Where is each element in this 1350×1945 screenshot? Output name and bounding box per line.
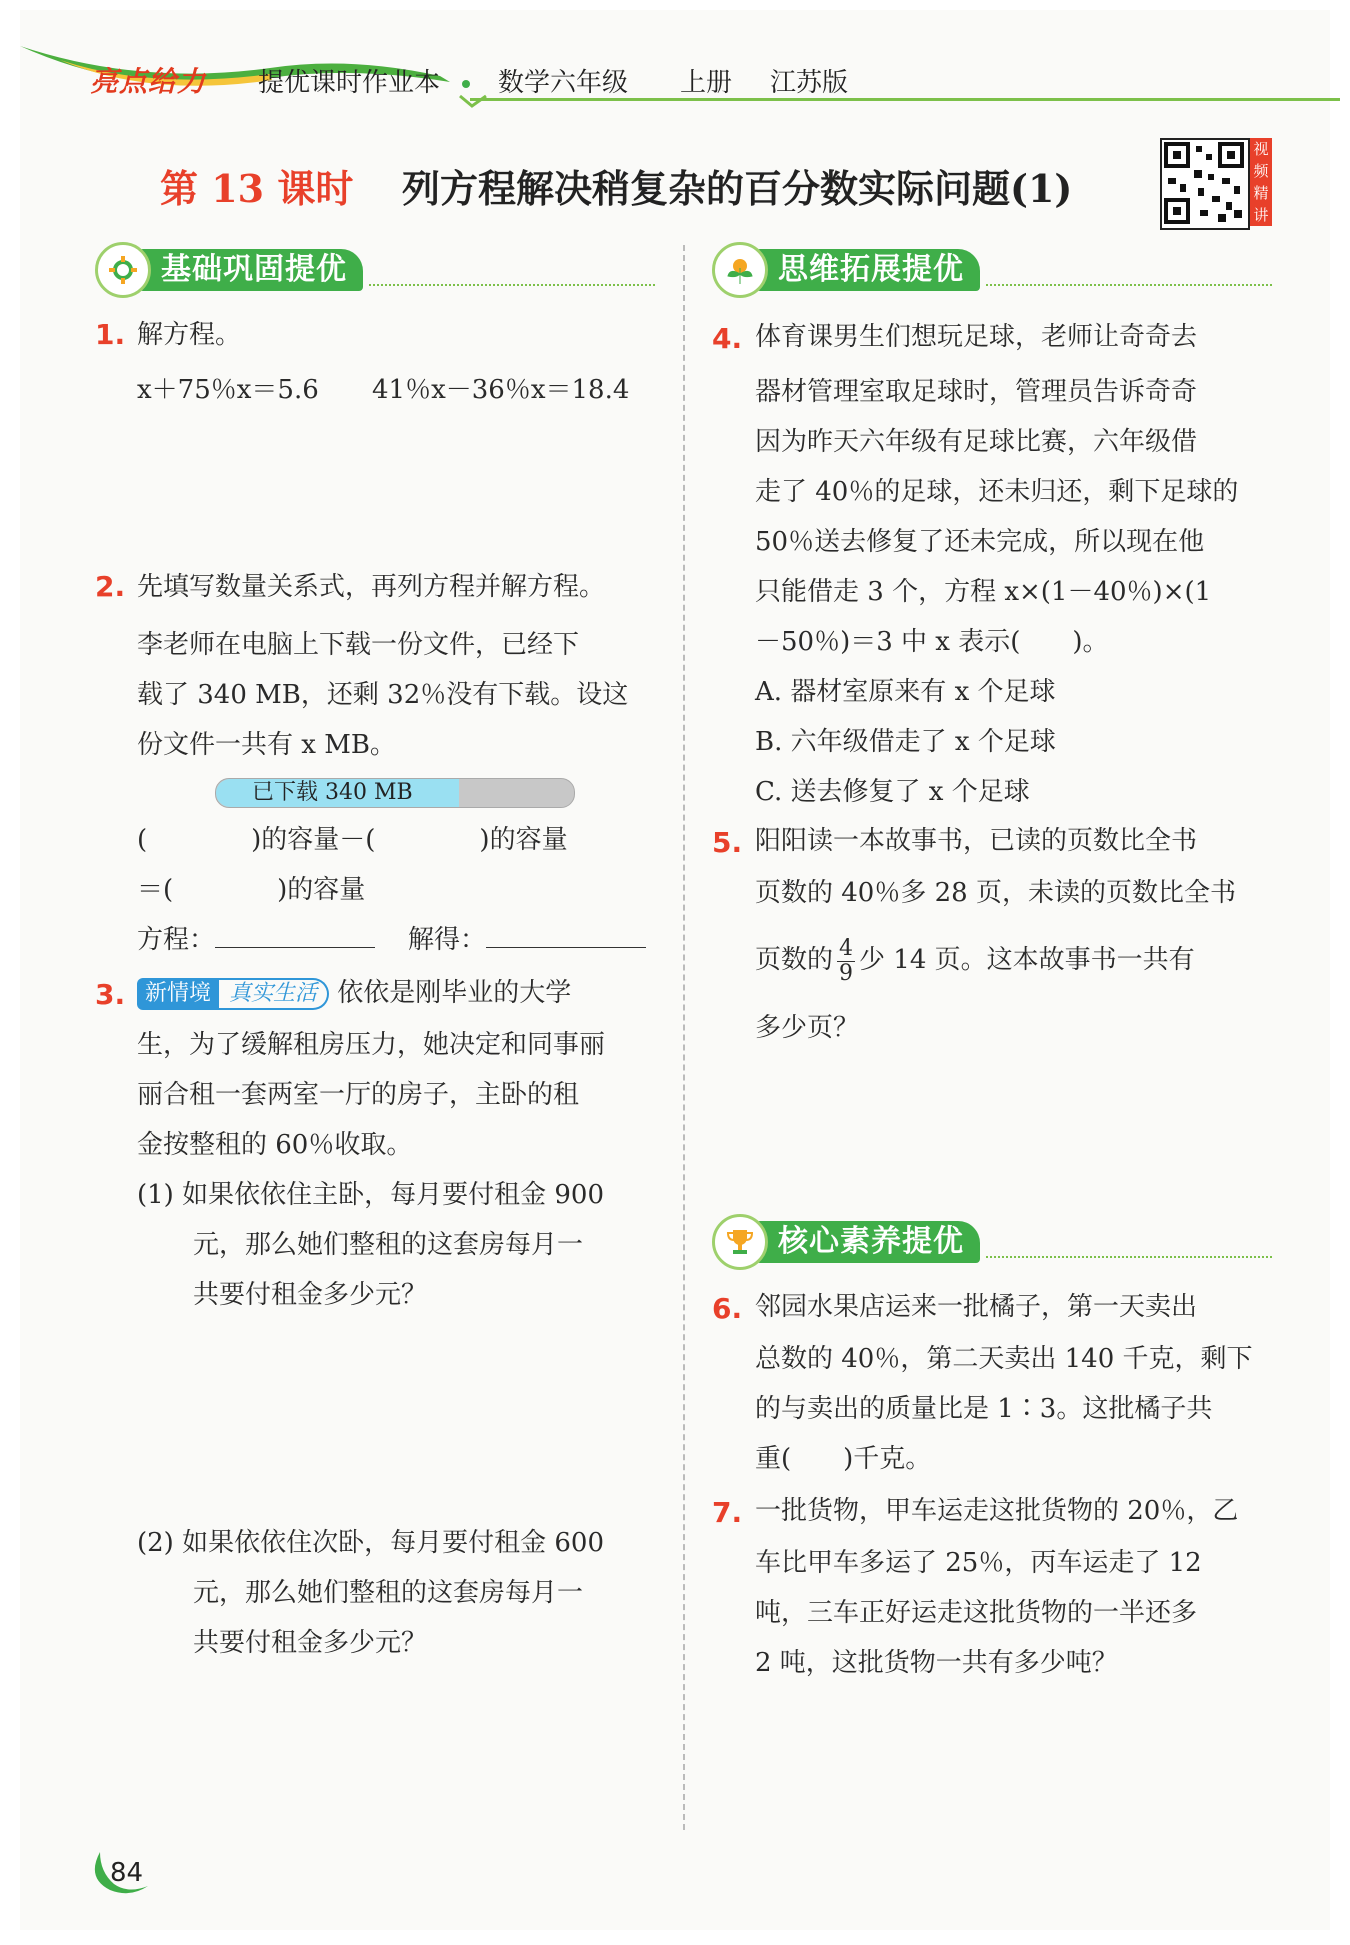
section-thinking [712, 248, 1272, 292]
solution-blank[interactable] [486, 917, 646, 948]
question-number: 4. [712, 322, 743, 355]
q2-line: 李老师在电脑上下载一份文件，已经下 [137, 630, 580, 660]
equation-blank[interactable] [215, 917, 375, 948]
q2-line: 份文件一共有 x MB。 [137, 730, 396, 760]
column-divider [683, 245, 685, 1830]
header-rule [470, 98, 1340, 101]
q3-first-line [137, 968, 571, 1018]
download-progress-label: 已下载 340 MB [252, 780, 413, 805]
q2-line: 先填写数量关系式，再列方程并解方程。 [137, 572, 606, 602]
q3-part1-line: (1) 如果依依住主卧，每月要付租金 900 [137, 1180, 604, 1210]
section-core [712, 1220, 1272, 1264]
q3-part1-line: 共要付租金多少元？ [193, 1280, 428, 1310]
q2-solution-field[interactable] [408, 915, 646, 965]
q5-line: 多少页？ [755, 1013, 860, 1043]
q5-line-fraction [755, 935, 1195, 986]
section-rule [369, 254, 655, 286]
section-title: 基础巩固提优 [139, 249, 363, 291]
lesson-title: 列方程解决稍复杂的百分数实际问题(1) [402, 166, 1073, 211]
sprout-icon [712, 242, 768, 298]
trophy-icon [712, 1214, 768, 1270]
q6-line: 邻园水果店运来一批橘子，第一天卖出 [755, 1292, 1198, 1322]
q3-part2-line: 共要付租金多少元？ [193, 1628, 428, 1658]
question-number: 5. [712, 826, 743, 859]
q4-line: 50％送去修复了还未完成，所以现在他 [755, 527, 1205, 557]
fraction-denominator: 9 [839, 960, 854, 986]
q1-equation-2: 41％x－36％x＝18.4 [372, 375, 630, 405]
q6-line: 的与卖出的质量比是 1∶3。这批橘子共 [755, 1394, 1213, 1424]
q3-line: 生，为了缓解租房压力，她决定和同事丽 [137, 1030, 606, 1060]
q3-line: 丽合租一套两室一厅的房子，主卧的租 [137, 1080, 580, 1110]
header-arrow-icon [458, 78, 488, 108]
gear-icon [95, 242, 151, 298]
solution-label: 解得： [408, 925, 487, 955]
q4-option-b[interactable]: B. 六年级借走了 x 个足球 [755, 727, 1056, 757]
q2-line: 载了 340 MB，还剩 32％没有下载。设这 [137, 680, 629, 710]
page-header [0, 0, 1350, 120]
q5-line: 页数的 40％多 28 页，未读的页数比全书 [755, 878, 1236, 908]
q3-line: 金按整租的 60％收取。 [137, 1130, 413, 1160]
q6-line: 重( )千克。 [755, 1444, 932, 1474]
q2-equation-field[interactable] [137, 915, 375, 965]
section-title: 思维拓展提优 [756, 249, 980, 291]
q4-line: －50％)＝3 中 x 表示( )。 [755, 627, 1109, 657]
page-number: 84 [110, 1858, 144, 1888]
q5-text: 页数的 [755, 945, 834, 975]
q7-line: 一批货物，甲车运走这批货物的 20％，乙 [755, 1496, 1239, 1526]
fraction-numerator: 4 [839, 935, 854, 961]
lesson-number: 第 13 课时 [160, 166, 354, 211]
q1-prompt: 解方程。 [137, 320, 242, 350]
q3-part2-line: (2) 如果依依住次卧，每月要付租金 600 [137, 1528, 604, 1558]
fraction [837, 937, 855, 986]
qr-video-tag: 视频精讲 [1250, 138, 1272, 226]
q2-relation-1: ( )的容量－( )的容量 [137, 825, 568, 855]
q4-line: 只能借走 3 个，方程 x×(1－40％)×(1 [755, 577, 1212, 607]
q6-line: 总数的 40％，第二天卖出 140 千克，剩下 [755, 1344, 1253, 1374]
question-number: 3. [95, 978, 126, 1011]
q2-relation-2: ＝( )的容量 [137, 875, 366, 905]
header-volume: 上册 [680, 68, 733, 98]
q1-equation-1: x＋75％x＝5.6 [137, 375, 319, 405]
section-title: 核心素养提优 [756, 1221, 980, 1263]
q3-line: 依依是刚毕业的大学 [337, 978, 572, 1008]
brand-name: 亮点给力 [90, 65, 207, 98]
question-number: 2. [95, 570, 126, 603]
new-context-tag: 新情境 [137, 978, 219, 1010]
header-edition: 江苏版 [770, 68, 849, 98]
q4-line: 因为昨天六年级有足球比赛，六年级借 [755, 427, 1198, 457]
equation-label: 方程： [137, 925, 216, 955]
q4-option-a[interactable]: A. 器材室原来有 x 个足球 [755, 677, 1056, 707]
q3-part1-line: 元，那么她们整租的这套房每月一 [193, 1230, 584, 1260]
q7-line: 车比甲车多运了 25％，丙车运走了 12 [755, 1548, 1202, 1578]
real-life-tag: 真实生活 [219, 978, 329, 1010]
brand-subtitle: 提优课时作业本 [258, 68, 441, 98]
q4-option-c[interactable]: C. 送去修复了 x 个足球 [755, 777, 1030, 807]
q7-line: 2 吨，这批货物一共有多少吨？ [755, 1648, 1118, 1678]
section-rule [986, 1226, 1272, 1258]
section-rule [986, 254, 1272, 286]
q5-text: 少 14 页。这本故事书一共有 [859, 945, 1195, 975]
q4-line: 体育课男生们想玩足球，老师让奇奇去 [755, 322, 1198, 352]
question-number: 7. [712, 1496, 743, 1529]
download-progress-bar [215, 778, 575, 808]
q5-line: 阳阳读一本故事书，已读的页数比全书 [755, 826, 1198, 856]
header-grade: 数学六年级 [498, 68, 629, 98]
question-number: 1. [95, 318, 126, 351]
q4-line: 走了 40％的足球，还未归还，剩下足球的 [755, 477, 1239, 507]
qr-code-icon[interactable] [1160, 138, 1250, 230]
q4-line: 器材管理室取足球时，管理员告诉奇奇 [755, 377, 1198, 407]
q3-part2-line: 元，那么她们整租的这套房每月一 [193, 1578, 584, 1608]
q7-line: 吨，三车正好运走这批货物的一半还多 [755, 1598, 1198, 1628]
question-number: 6. [712, 1292, 743, 1325]
section-basic [95, 248, 655, 292]
